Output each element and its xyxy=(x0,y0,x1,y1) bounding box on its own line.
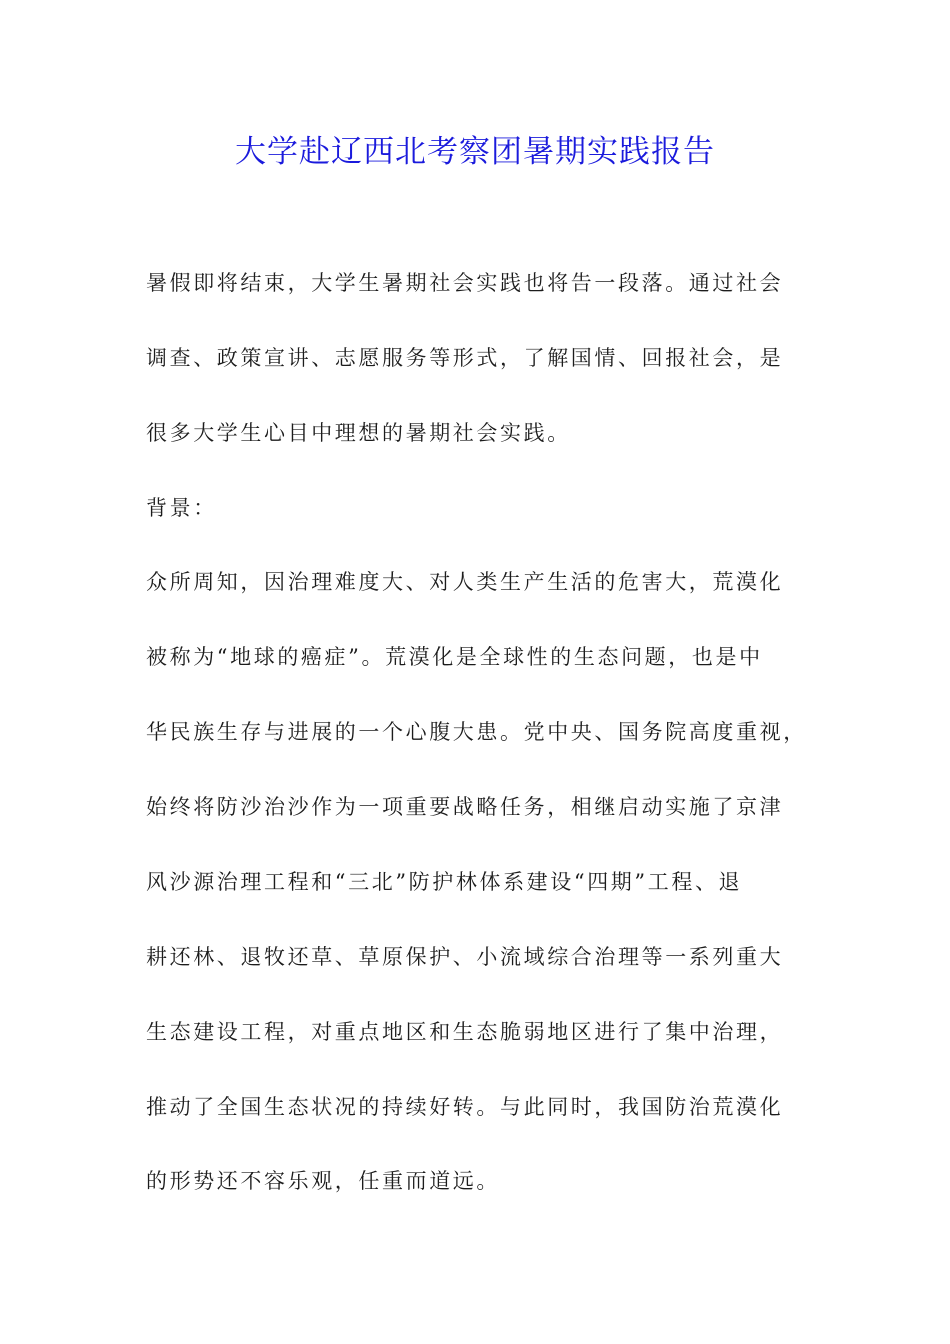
background-heading: 背景： xyxy=(146,496,217,520)
intro-line-1: 暑假即将结束，大学生暑期社会实践也将告一段落。通过社会 xyxy=(146,271,784,295)
background-line-3: 华民族生存与进展的一个心腹大患。党中央、国务院高度重视， xyxy=(146,720,807,744)
background-line-6: 耕还林、退牧还草、草原保护、小流域综合治理等一系列重大 xyxy=(146,945,784,969)
background-line-2: 被称为“地球的癌症”。荒漠化是全球性的生态问题，也是中 xyxy=(146,645,763,669)
background-line-9: 的形势还不容乐观，任重而道远。 xyxy=(146,1169,500,1193)
background-line-8: 推动了全国生态状况的持续好转。与此同时，我国防治荒漠化 xyxy=(146,1095,784,1119)
background-line-5: 风沙源治理工程和“三北”防护林体系建设“四期”工程、退 xyxy=(146,870,743,894)
background-line-7: 生态建设工程，对重点地区和生态脆弱地区进行了集中治理， xyxy=(146,1020,784,1044)
background-line-4: 始终将防沙治沙作为一项重要战略任务，相继启动实施了京津 xyxy=(146,795,784,819)
intro-line-3: 很多大学生心目中理想的暑期社会实践。 xyxy=(146,421,571,445)
background-line-1: 众所周知，因治理难度大、对人类生产生活的危害大，荒漠化 xyxy=(146,570,784,594)
intro-line-2: 调查、政策宣讲、志愿服务等形式，了解国情、回报社会，是 xyxy=(146,346,784,370)
document-title: 大学赴辽西北考察团暑期实践报告 xyxy=(235,134,715,170)
